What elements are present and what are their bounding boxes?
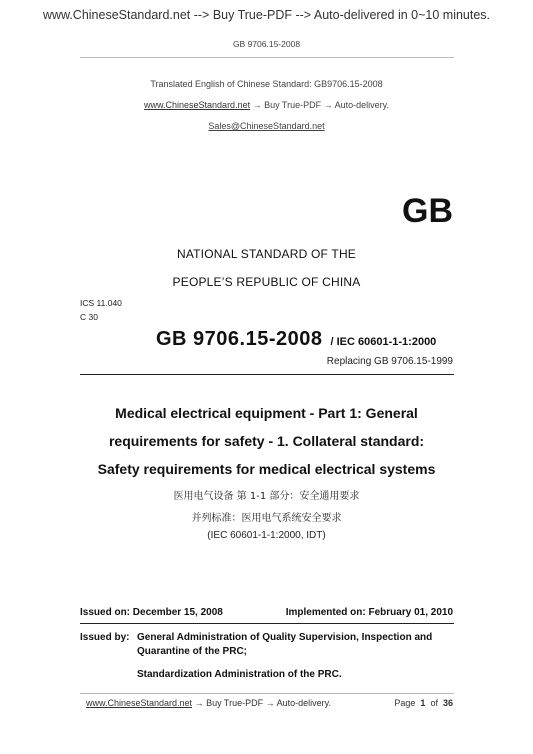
issuer-sac: Standardization Administration of the PRC. (137, 669, 342, 680)
top-banner[interactable]: www.ChineseStandard.net --> Buy True-PDF --> Auto-delivered in 0~10 minutes. (42, 8, 491, 22)
title-line-2: requirements for safety - 1. Collateral standard: (108, 433, 425, 449)
footer-site-link[interactable]: www.ChineseStandard.net (86, 698, 193, 708)
classification-codes (80, 296, 122, 324)
buy-link-line (0, 100, 533, 110)
issued-by-label: Issued by: (80, 632, 130, 643)
standard-number-line (156, 328, 436, 351)
issued-by (80, 631, 460, 659)
page-label: Page (394, 698, 416, 708)
footer-link-rest: → Buy True-PDF → Auto-delivery. (192, 698, 331, 708)
footer-link-line (86, 698, 331, 708)
title-line-1: Medical electrical equipment - Part 1: General (115, 405, 418, 421)
title-divider (80, 374, 454, 375)
national-standard-heading: NATIONAL STANDARD OF THE (176, 247, 357, 261)
page-total: 36 (442, 698, 453, 708)
ics-code: ICS 11.040 (80, 298, 122, 308)
idt-note: (IEC 60601-1-1:2000, IDT) (207, 530, 326, 541)
link-line-rest: → Buy True-PDF → Auto-delivery. (250, 100, 389, 110)
footer-divider (80, 693, 454, 694)
ccs-code: C 30 (80, 312, 98, 322)
page-current: 1 (420, 698, 426, 708)
issued-on: Issued on: December 15, 2008 (80, 607, 223, 618)
chinese-title-1: 医用电气设备 第 1-1 部分：安全通用要求 (173, 491, 360, 502)
doc-code: GB 9706.15-2008 (232, 39, 301, 49)
site-link[interactable]: www.ChineseStandard.net (144, 100, 251, 110)
chinese-title-2: 并列标准：医用电气系统安全要求 (191, 513, 342, 524)
header-divider (80, 57, 454, 58)
email-link[interactable]: Sales@ChineseStandard.net (208, 121, 325, 131)
replacing-note: Replacing GB 9706.15-1999 (326, 356, 453, 367)
gb-logo: GB (402, 192, 453, 230)
issue-divider (80, 623, 454, 624)
standard-number: GB 9706.15-2008 (156, 328, 323, 350)
iec-equivalent: / IEC 60601-1-1:2000 (330, 336, 437, 348)
implemented-on: Implemented on: February 01, 2010 (285, 607, 453, 618)
prc-heading: PEOPLE’S REPUBLIC OF CHINA (172, 275, 361, 289)
issuer-line-2: Quarantine of the PRC; (137, 646, 248, 657)
page-of: of (430, 698, 438, 708)
translation-note: Translated English of Chinese Standard: GB9706.15-2008 (150, 79, 383, 89)
title-line-3: Safety requirements for medical electrical systems (97, 461, 436, 477)
issuer-line-1: General Administration of Quality Supervision, Inspection and (137, 632, 433, 643)
page-number (394, 698, 453, 708)
